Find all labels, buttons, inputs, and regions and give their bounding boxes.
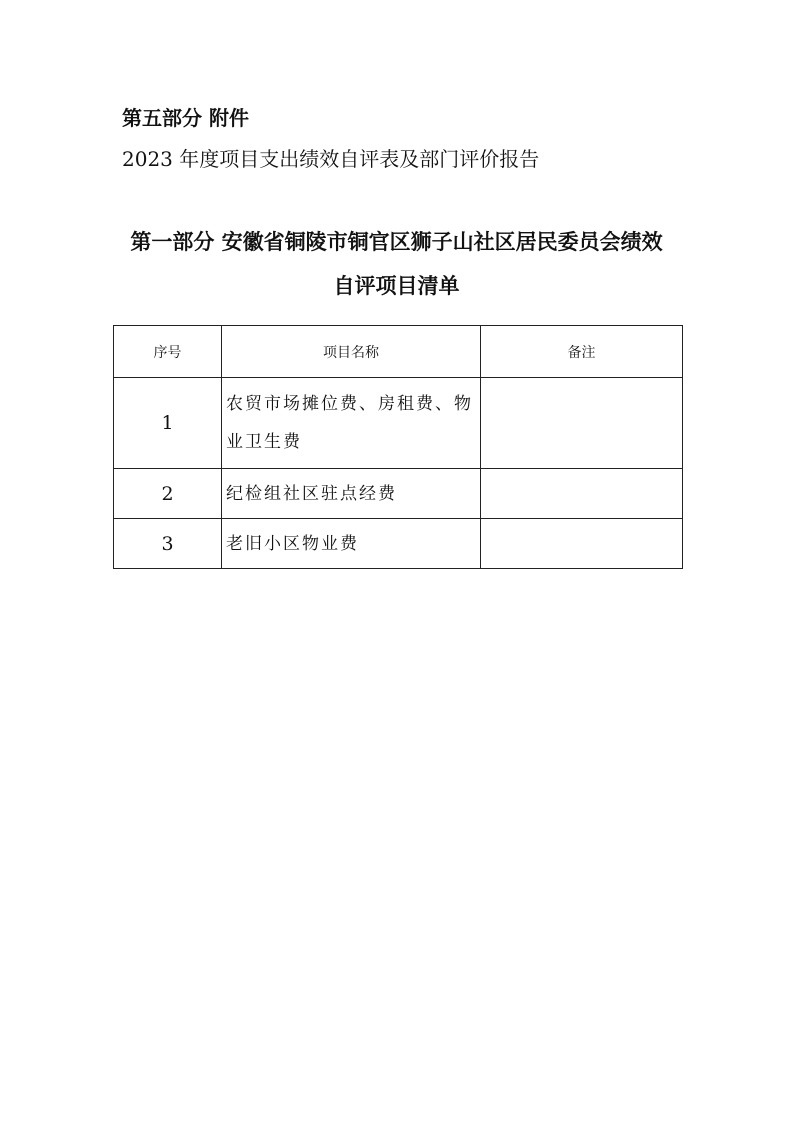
row-project-name: 农贸市场摊位费、房租费、物业卫生费 (222, 378, 481, 469)
row-note (481, 519, 683, 569)
attachment-subheading: 2023 年度项目支出绩效自评表及部门评价报告 (122, 147, 540, 171)
row-note (481, 469, 683, 519)
header-project-name: 项目名称 (222, 326, 481, 378)
row-project-name: 老旧小区物业费 (222, 519, 481, 569)
row-project-name: 纪检组社区驻点经费 (222, 469, 481, 519)
table-header-row (114, 326, 683, 378)
table-row (114, 469, 683, 519)
list-title-line-2: 自评项目清单 (333, 274, 460, 298)
header-note: 备注 (481, 326, 683, 378)
project-list-table (113, 325, 683, 569)
row-index: 3 (114, 519, 222, 569)
section-heading: 第五部分 附件 (122, 106, 249, 130)
row-note (481, 378, 683, 469)
row-index: 2 (114, 469, 222, 519)
row-index: 1 (114, 378, 222, 469)
list-title-line-1: 第一部分 安徽省铜陵市铜官区狮子山社区居民委员会绩效 (130, 230, 663, 254)
table-row (114, 519, 683, 569)
table-row (114, 378, 683, 469)
header-index: 序号 (114, 326, 222, 378)
